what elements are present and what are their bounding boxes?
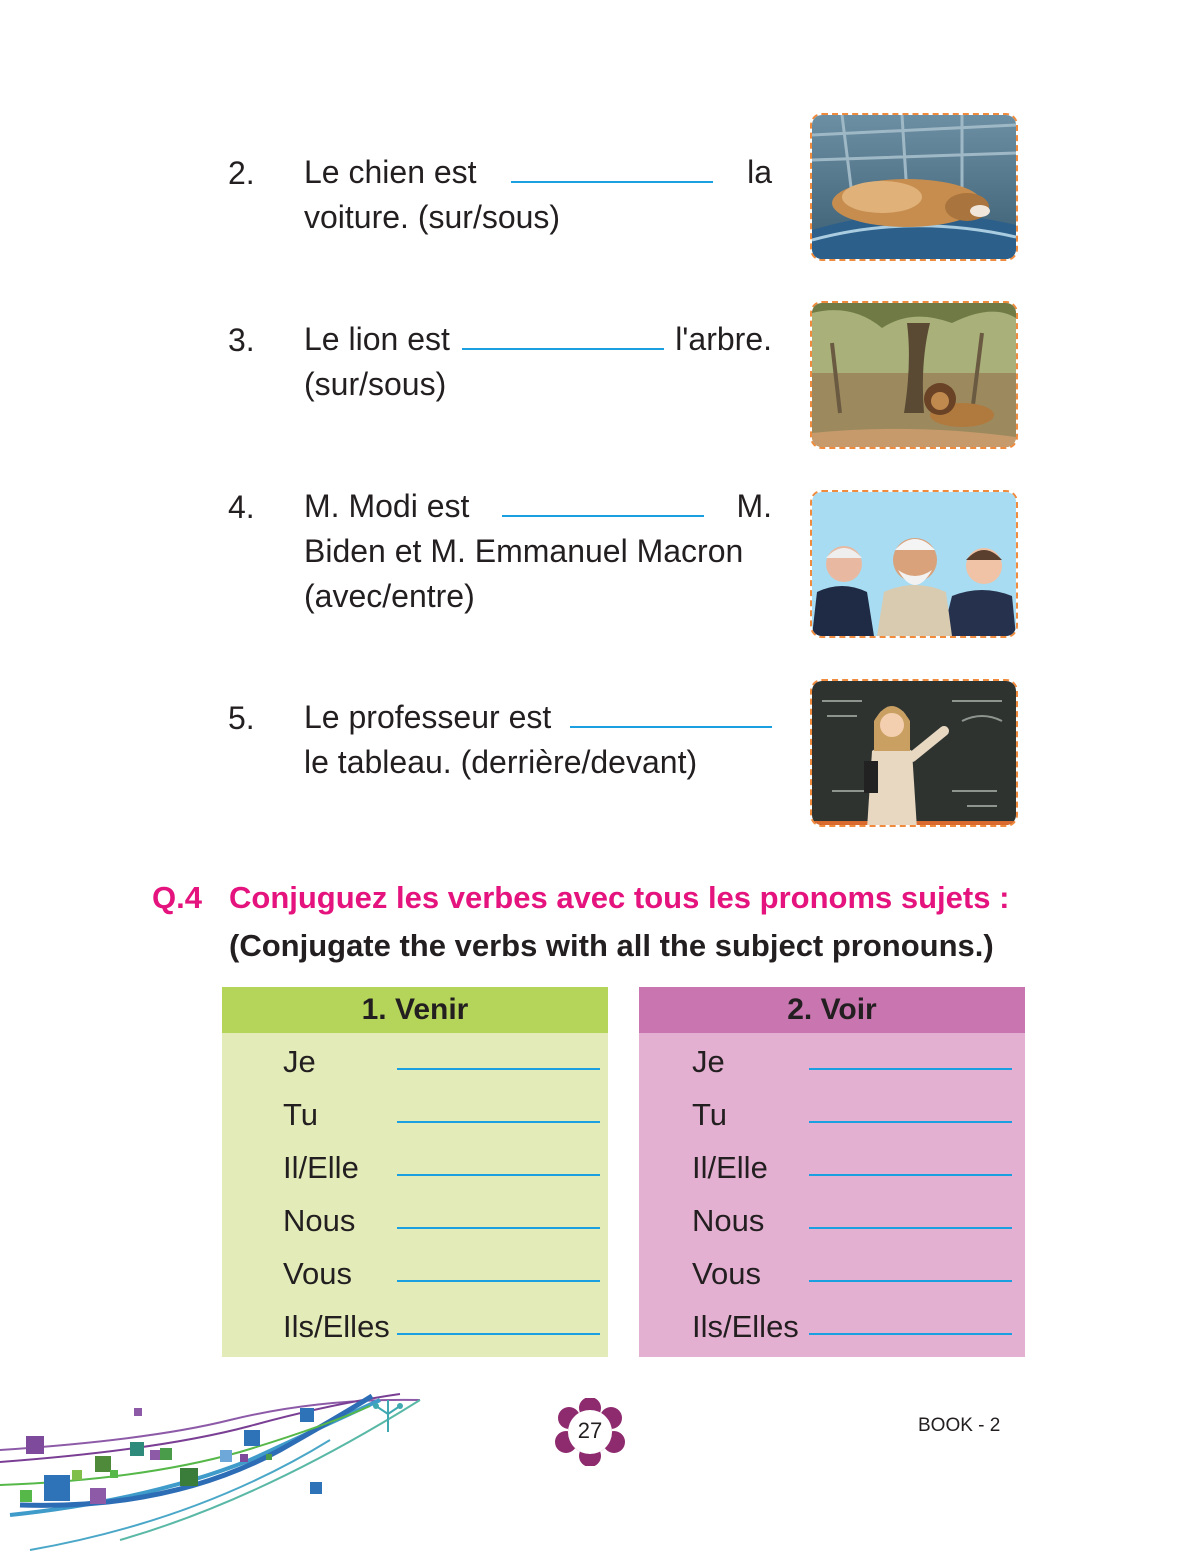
page-number: 27 <box>577 1418 603 1443</box>
answer-line[interactable] <box>397 1227 600 1229</box>
answer-line[interactable] <box>397 1068 600 1070</box>
answer-line[interactable] <box>809 1333 1012 1335</box>
pronoun-label: Vous <box>692 1256 761 1291</box>
conjugation-table-voir <box>639 987 1025 1357</box>
pronoun-label: Tu <box>692 1097 728 1132</box>
exercise-title: Conjuguez les verbes avec tous les pronoms sujets : <box>229 880 1010 915</box>
question-text-line3: (avec/entre) <box>304 578 475 614</box>
answer-blank[interactable] <box>511 151 713 183</box>
pronoun-label: Il/Elle <box>692 1150 768 1185</box>
dog-on-car-photo <box>810 113 1018 261</box>
exercise-heading <box>152 880 1009 916</box>
pronoun-label: Je <box>283 1044 316 1079</box>
answer-blank[interactable] <box>502 485 704 517</box>
pronoun-label: Nous <box>283 1203 356 1238</box>
question-text-start: Le lion est <box>304 321 450 357</box>
question-text-start: Le professeur est <box>304 699 552 735</box>
question-number: 5. <box>228 700 255 736</box>
question-text-end: M. <box>736 488 772 524</box>
question-number: 4. <box>228 489 255 525</box>
lion-under-tree-photo <box>810 301 1018 449</box>
pronoun-label: Nous <box>692 1203 765 1238</box>
question-number: 3. <box>228 322 255 358</box>
pronoun-label: Tu <box>283 1097 319 1132</box>
question-text-line2: Biden et M. Emmanuel Macron <box>304 533 744 569</box>
question-2-text <box>304 150 772 240</box>
three-leaders-photo <box>810 490 1018 638</box>
answer-line[interactable] <box>397 1280 600 1282</box>
question-text-start: M. Modi est <box>304 488 470 524</box>
answer-line[interactable] <box>809 1121 1012 1123</box>
question-text-start: Le chien est <box>304 154 477 190</box>
answer-line[interactable] <box>809 1068 1012 1070</box>
page-number-badge <box>554 1398 626 1466</box>
answer-line[interactable] <box>809 1227 1012 1229</box>
question-text-line2: (sur/sous) <box>304 366 447 402</box>
question-text-end: la <box>747 154 772 190</box>
question-4-text <box>304 484 772 619</box>
pronoun-label: Ils/Elles <box>692 1309 799 1344</box>
question-3-text <box>304 317 772 407</box>
footer-decoration <box>0 1380 430 1563</box>
answer-line[interactable] <box>809 1280 1012 1282</box>
exercise-number: Q.4 <box>152 880 202 915</box>
question-text-line2: voiture. (sur/sous) <box>304 199 561 235</box>
answer-line[interactable] <box>397 1174 600 1176</box>
answer-line[interactable] <box>809 1174 1012 1176</box>
conjugation-table-venir <box>222 987 608 1357</box>
question-text-end: l'arbre. <box>675 321 772 357</box>
pronoun-label: Je <box>692 1044 725 1079</box>
table-heading: 1. Venir <box>222 987 608 1033</box>
question-text-line2: le tableau. (derrière/devant) <box>304 744 698 780</box>
answer-line[interactable] <box>397 1333 600 1335</box>
answer-line[interactable] <box>397 1121 600 1123</box>
pronoun-label: Vous <box>283 1256 352 1291</box>
answer-blank[interactable] <box>462 318 664 350</box>
exercise-subtitle: (Conjugate the verbs with all the subject pronouns.) <box>229 928 994 963</box>
table-heading: 2. Voir <box>639 987 1025 1033</box>
answer-blank[interactable] <box>570 696 772 728</box>
book-label: BOOK - 2 <box>918 1415 1001 1436</box>
question-number: 2. <box>228 155 255 191</box>
question-5-text <box>304 695 772 785</box>
teacher-blackboard-photo <box>810 679 1018 827</box>
pronoun-label: Il/Elle <box>283 1150 359 1185</box>
pronoun-label: Ils/Elles <box>283 1309 390 1344</box>
